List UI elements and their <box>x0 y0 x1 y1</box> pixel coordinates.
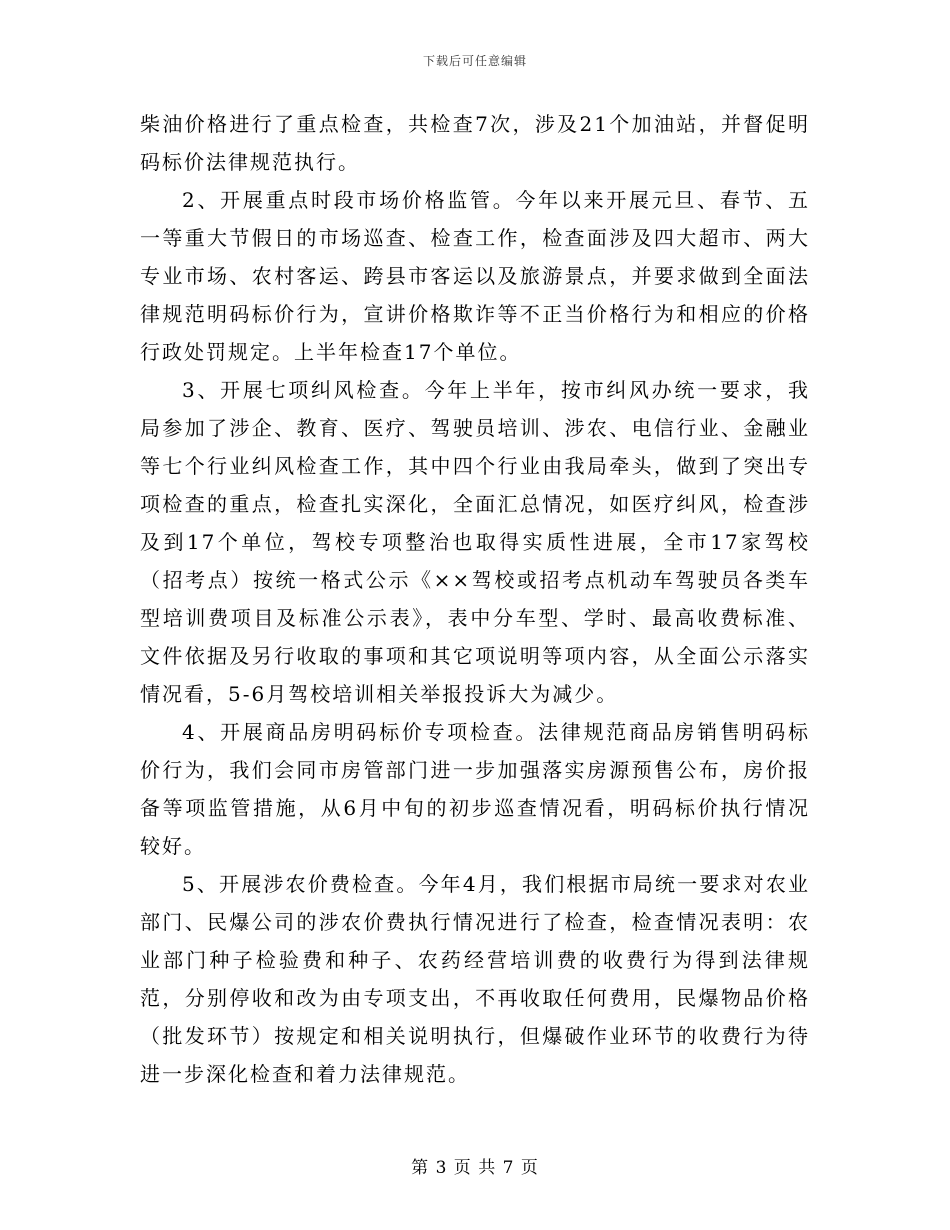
paragraph-item-4: 4、开展商品房明码标价专项检查。法律规范商品房销售明码标价行为，我们会同市房管部门进一步加强落实房源预售公布，房价报备等项监管措施，从6月中旬的初步巡查情况看，明码标价执行情况较好。 <box>140 720 810 858</box>
page-header: 下载后可任意编辑 <box>422 54 527 68</box>
page-footer: 第 3 页 共 7 页 <box>411 1158 539 1178</box>
paragraph-item-2: 2、开展重点时段市场价格监管。今年以来开展元旦、春节、五一等重大节假日的市场巡查、检查工作，检查面涉及四大超市、两大专业市场、农村客运、跨县市客运以及旅游景点，并要求做到全面法律规范明码标价行为，宣讲价格欺诈等不正当价格行为和相应的价格行政处罚规定。上半年检查17个单位。 <box>140 188 810 364</box>
paragraph-continuation: 柴油价格进行了重点检查，共检查7次，涉及21个加油站，并督促明码标价法律规范执行。 <box>140 112 810 174</box>
paragraph-item-3: 3、开展七项纠风检查。今年上半年，按市纠风办统一要求，我局参加了涉企、教育、医疗、驾驶员培训、涉农、电信行业、金融业等七个行业纠风检查工作，其中四个行业由我局牵头，做到了突出专项检查的重点，检查扎实深化，全面汇总情况，如医疗纠风，检查涉及到17个单位，驾校专项整治也取得实质性进展，全市17家驾校（招考点）按统一格式公示《××驾校或招考点机动车驾驶员各类车型培训费项目及标准公示表》，表中分车型、学时、最高收费标准、文件依据及另行收取的事项和其它项说明等项内容，从全面公示落实情况看，5-6月驾校培训相关举报投诉大为减少。 <box>140 378 810 706</box>
paragraph-item-5: 5、开展涉农价费检查。今年4月，我们根据市局统一要求对农业部门、民爆公司的涉农价费执行情况进行了检查，检查情况表明：农业部门种子检验费和种子、农药经营培训费的收费行为得到法律规范，分别停收和改为由专项支出，不再收取任何费用，民爆物品价格（批发环节）按规定和相关说明执行，但爆破作业环节的收费行为待进一步深化检查和着力法律规范。 <box>140 872 810 1086</box>
document-body <box>140 105 810 1093</box>
